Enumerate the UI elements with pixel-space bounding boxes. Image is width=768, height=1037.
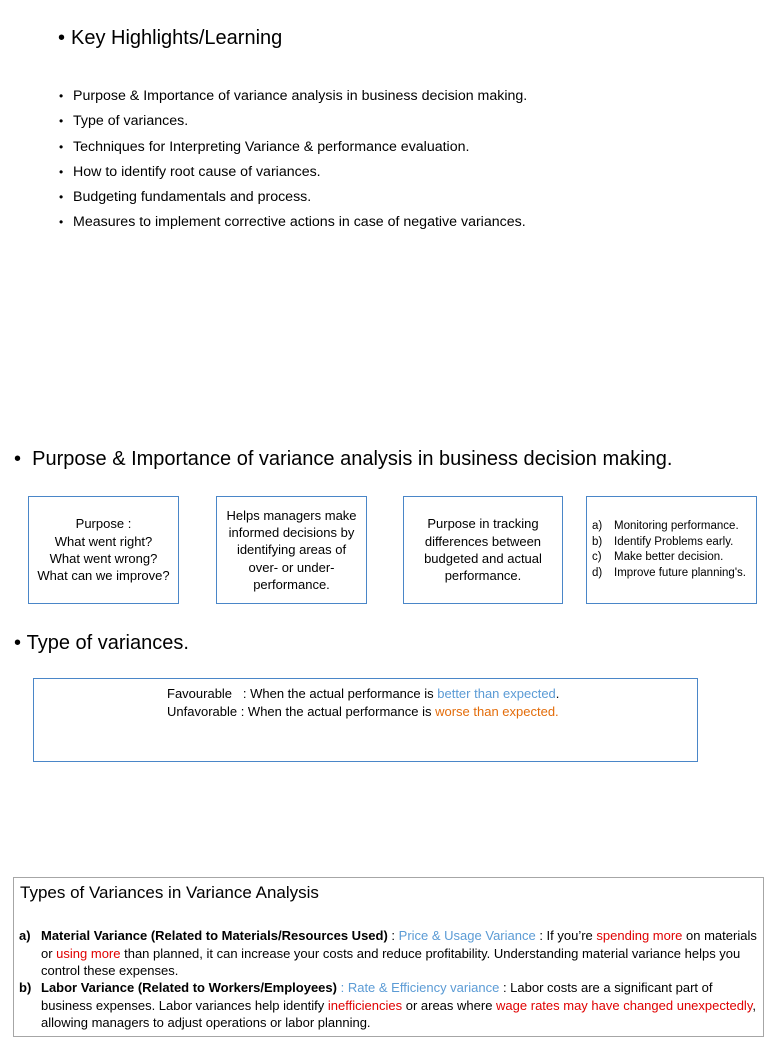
list-item: • Purpose & Importance of variance analysis in business decision making.	[59, 84, 527, 109]
material-variance-item: a) Material Variance (Related to Materials/Resources Used) : Price & Usage Variance : If you’re spending more on materials or using more than planned, it can increase your costs and reduce profitability. Understanding material variance helps you control these expenses.	[19, 928, 757, 978]
list-item: • Budgeting fundamentals and process.	[59, 185, 527, 210]
decisions-box: Helps managers make informed decisions by identifying areas of over- or under- performance.	[216, 496, 367, 604]
unfavorable-line: Unfavorable : When the actual performance is worse than expected.	[167, 704, 559, 719]
list-item: c) Make better decision.	[592, 551, 724, 563]
bullet-icon: •	[14, 448, 22, 470]
favourable-line: Favourable : When the actual performance is better than expected.	[167, 686, 560, 701]
panel-title: Types of Variances in Variance Analysis	[20, 883, 319, 902]
list-item: • Type of variances.	[59, 109, 527, 134]
list-item: d) Improve future planning's.	[592, 566, 746, 579]
tracking-box: Purpose in tracking differences between budgeted and actual performance.	[403, 496, 563, 604]
key-highlights-heading: • Key Highlights/Learning	[58, 27, 283, 49]
variance-definition-box	[33, 678, 698, 762]
variance-types-panel	[13, 877, 764, 1037]
highlights-list	[59, 84, 527, 236]
list-item: • Techniques for Interpreting Variance & performance evaluation.	[59, 135, 527, 160]
purpose-heading: • Purpose & Importance of variance analysis in business decision making.	[14, 448, 673, 470]
bullet-icon: •	[14, 632, 22, 654]
list-item: b) Identify Problems early.	[592, 535, 734, 548]
bullet-icon: •	[58, 27, 66, 49]
list-item: • Measures to implement corrective actions in case of negative variances.	[59, 210, 527, 235]
list-item: • How to identify root cause of variances.	[59, 160, 527, 185]
benefits-list	[587, 519, 746, 581]
types-heading: • Type of variances.	[14, 632, 189, 654]
list-item: a) Monitoring performance.	[592, 520, 739, 532]
purpose-box: Purpose : What went right? What went wrong? What can we improve?	[28, 496, 179, 604]
benefits-box	[586, 496, 757, 604]
labor-variance-item: b) Labor Variance (Related to Workers/Employees) : Rate & Efficiency variance : Labor costs are a significant part of business expenses. Labor variances help identify inefficiencies or areas where wage rates may have changed unexpectedly, allowing managers to adjust operations or labor planning.	[19, 980, 756, 1030]
